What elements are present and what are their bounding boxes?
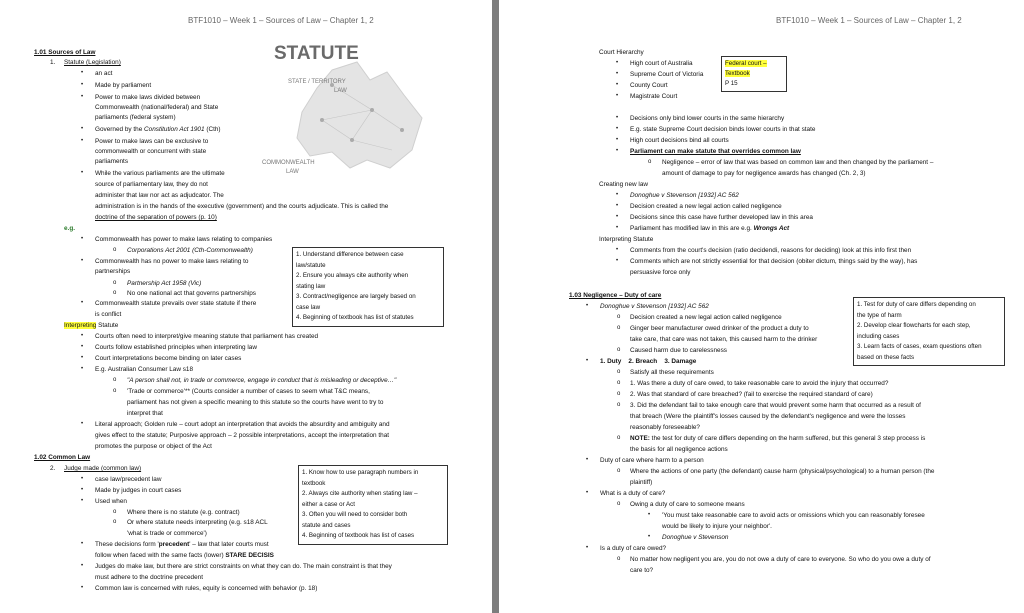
sub-bullet: o <box>113 290 117 296</box>
australia-map-image <box>262 40 430 190</box>
list-item-cont: source of parliamentary law, they do not <box>95 181 208 188</box>
bullet: • <box>616 225 619 231</box>
note-line: 1. Understand difference between case <box>296 251 404 258</box>
list-item-cont: gives effect to the statute; Purposive approach – 2 possible interpretations, accept the interpretation that <box>95 432 390 439</box>
note-line: textbook <box>302 479 326 487</box>
note-line: 4. Beginning of textbook has list of statutes <box>296 314 414 321</box>
subheading-interpreting: Interpreting Statute <box>64 322 119 329</box>
bullet: • <box>81 300 84 306</box>
bullet: • <box>81 585 84 591</box>
sub-bullet: o <box>617 347 621 353</box>
bullet: • <box>81 70 84 76</box>
list-item: County Court <box>630 82 668 89</box>
note-line: 3. Contract/negligence are largely based on <box>296 293 416 300</box>
list-item: What is a duty of care? <box>600 490 666 497</box>
note-line: case law <box>296 303 321 311</box>
note-line: based on these facts <box>857 353 915 361</box>
note-line: stating law <box>296 282 326 290</box>
list-item: Supreme Court of Victoria <box>630 71 704 78</box>
bullet: • <box>81 355 84 361</box>
note-line: Federal court – <box>725 60 767 67</box>
sub-bullet: o <box>113 509 117 515</box>
bullet: • <box>81 487 84 493</box>
sub-item: Partnership Act 1958 (Vic) <box>127 280 202 287</box>
list-item-cont: follow when faced with the same facts (lower) STARE DECISIS <box>95 552 274 559</box>
bullet: • <box>616 203 619 209</box>
bullet: • <box>81 344 84 350</box>
sub-item-cont: 'what is trade or commerce') <box>127 530 207 537</box>
note-box-federal-court <box>721 56 787 92</box>
bullet: • <box>616 115 619 121</box>
bullet: • <box>648 512 651 518</box>
sub-item: Caused harm due to carelessness <box>630 347 727 354</box>
sub-item-cont: care to? <box>630 567 654 574</box>
list-item: Literal approach; Golden rule – court adopt an interpretation that avoids the absurdity and ambiguity and <box>95 421 390 428</box>
sub-item: No one national act that governs partnerships <box>127 290 256 297</box>
bullet: • <box>81 82 84 88</box>
sub-bullet: o <box>617 435 621 441</box>
sub-item: Or where statute needs interpreting (e.g. s18 ACL <box>127 519 268 526</box>
list-number: 2. <box>50 465 56 472</box>
bullet: • <box>586 358 589 364</box>
list-item: E.g. Australian Consumer Law s18 <box>95 366 194 373</box>
list-item: 1. Duty 2. Breach 3. Damage <box>600 358 697 365</box>
list-item: Decisions since this case have further developed law in this area <box>630 214 813 221</box>
sub-item-cont: amount of damage to pay for negligence awards has changed (Ch. 2, 3) <box>662 170 866 177</box>
sub-bullet: o <box>113 247 117 253</box>
sub-bullet: o <box>617 380 621 386</box>
sub-item: 2. Was that standard of care breached? (fail to exercise the required standard of care) <box>630 391 873 398</box>
list-item-cont: must adhere to the doctrine precedent <box>95 574 203 581</box>
left-page <box>0 0 492 613</box>
sub-item: No matter how negligent you are, you do not owe a duty of care to everyone. So who do you owe a duty of <box>630 556 931 563</box>
list-item: case law/precedent law <box>95 476 162 483</box>
sub-sub-item: Donoghue v Stevenson <box>662 534 729 541</box>
list-item: Comments from the court's decision (ratio decidendi, reasons for deciding) look at this info first then <box>630 247 912 254</box>
list-item: Power to make laws divided between <box>95 94 201 101</box>
sub-item: Decision created a new legal action called negligence <box>630 314 782 321</box>
list-item: Parliament has modified law in this are e.g. Wrongs Act <box>630 225 790 232</box>
note-line: including cases <box>857 332 900 340</box>
list-item: Commonwealth has power to make laws relating to companies <box>95 236 273 243</box>
subheading: Court Hierarchy <box>599 49 644 56</box>
bullet: • <box>81 236 84 242</box>
list-number: 1. <box>50 59 56 66</box>
subheading: Judge made (common law) <box>64 465 142 472</box>
note-box-common-law <box>298 465 448 545</box>
list-item: Power to make laws can be exclusive to <box>95 138 209 145</box>
sub-item-cont: take care, that care was not taken, this caused harm to the drinker <box>630 336 818 343</box>
graphic-title: STATUTE <box>274 43 359 64</box>
list-item-cont: promotes the purpose or object of the Act <box>95 443 212 450</box>
note-line: 3. Often you will need to consider both <box>302 511 408 518</box>
bullet: • <box>616 126 619 132</box>
note-line: 4. Beginning of textbook has list of cases <box>302 532 415 539</box>
sub-item: 3. Did the defendant fail to take enough care that would prevent some harm that occurred as a result of <box>630 402 921 409</box>
bullet: • <box>81 541 84 547</box>
sub-item: 'Trade or commerce'** (Courts consider a number of cases to seem what T&C means, <box>127 388 370 395</box>
bullet: • <box>616 71 619 77</box>
sub-item: Ginger beer manufacturer owed drinker of the product a duty to <box>630 325 809 332</box>
list-item: Made by judges in court cases <box>95 487 182 494</box>
sub-item-cont: that breach (Were the plaintiff's losses caused by the defendant's negligence and were the losses <box>630 413 906 420</box>
list-item: E.g. state Supreme Court decision binds lower courts in that state <box>630 126 816 133</box>
note-line: 1. Test for duty of care differs depending on <box>857 301 976 308</box>
list-item: Commonwealth has no power to make laws relating to <box>95 258 249 265</box>
sub-bullet: o <box>617 314 621 320</box>
bullet: • <box>616 258 619 264</box>
bullet: • <box>586 490 589 496</box>
bullet: • <box>648 534 651 540</box>
bullet: • <box>616 93 619 99</box>
list-item: Commonwealth statute prevails over state statute if there <box>95 300 257 307</box>
sub-bullet: o <box>113 377 117 383</box>
note-box-statute <box>292 247 444 327</box>
list-item: Is a duty of care owed? <box>600 545 667 552</box>
bullet: • <box>616 137 619 143</box>
graphic-law-label: LAW <box>334 88 347 94</box>
right-page <box>499 0 1024 613</box>
bullet: • <box>616 82 619 88</box>
sub-bullet: o <box>617 369 621 375</box>
note-line: law/statute <box>296 261 326 269</box>
list-item-cont: is conflict <box>95 311 122 318</box>
sub-bullet: o <box>617 325 621 331</box>
sub-item-cont: parliament has not given a specific meaning to this statute so the courts have went to try to <box>127 399 384 406</box>
list-item: an act <box>95 70 113 77</box>
note-line: 2. Ensure you always cite authority when <box>296 272 409 279</box>
sub-bullet: o <box>617 501 621 507</box>
sub-item-cont: interpret that <box>127 410 163 417</box>
eg-label: e.g. <box>64 225 76 232</box>
note-line: 2. Develop clear flowcharts for each step, <box>857 322 971 329</box>
sub-sub-item: 'You must take reasonable care to avoid acts or omissions which you can reasonably foresee <box>662 512 925 519</box>
sub-bullet: o <box>617 556 621 562</box>
bullet: • <box>616 60 619 66</box>
sub-bullet: o <box>113 519 117 525</box>
note-line: either a case or Act <box>302 500 355 508</box>
list-item: Donoghue v Stevenson [1932] AC 562 <box>600 303 709 310</box>
sub-item: Corporations Act 2001 (Cth-Commonwealth) <box>127 247 253 254</box>
note-line: 2. Always cite authority when stating law – <box>302 490 418 497</box>
bullet: • <box>586 457 589 463</box>
sub-item: Where there is no statute (e.g. contract) <box>127 509 240 516</box>
graphic-commonwealth-label: COMMONWEALTH <box>262 160 315 166</box>
list-item: While the various parliaments are the ultimate <box>95 170 225 177</box>
sub-item: NOTE: the test for duty of care differs depending on the harm suffered, but this general 3 step process is <box>630 435 926 442</box>
list-item: Donoghue v Stevenson [1932] AC 562 <box>630 192 739 199</box>
bullet: • <box>81 126 84 132</box>
list-item-cont: partnerships <box>95 268 131 275</box>
page-header: BTF1010 – Week 1 – Sources of Law – Chapter 1, 2 <box>776 16 962 25</box>
list-item: Made by parliament <box>95 82 152 89</box>
bullet: • <box>81 258 84 264</box>
list-item: Comments which are not strictly essential for that decision (obiter dictum, things said by the way), has <box>630 258 918 265</box>
section-heading: 1.01 Sources of Law <box>34 49 96 56</box>
sub-bullet: o <box>113 280 117 286</box>
bullet: • <box>81 333 84 339</box>
sub-bullet: o <box>617 468 621 474</box>
list-item: These decisions form 'precedent' – law that later courts must <box>95 541 269 548</box>
list-item: Courts follow established principles when interpreting law <box>95 344 257 351</box>
graphic-law-label-2: LAW <box>286 169 299 175</box>
note-line: 3. Learn facts of cases, exam questions often <box>857 343 982 350</box>
list-item-cont: parliaments (federal system) <box>95 114 176 121</box>
note-line: P 15 <box>725 80 738 87</box>
list-item: Magistrate Court <box>630 93 678 100</box>
list-item: High court decisions bind all courts <box>630 137 729 144</box>
page-header: BTF1010 – Week 1 – Sources of Law – Chapter 1, 2 <box>188 16 374 25</box>
list-item-cont: parliaments <box>95 158 129 165</box>
list-item-cont: Commonwealth (national/federal) and State <box>95 104 219 111</box>
list-item: Parliament can make statute that overrides common law <box>630 148 801 155</box>
list-item: Common law is concerned with rules, equity is concerned with behavior (p. 18) <box>95 585 318 592</box>
list-item-cont: administration is in the hands of the executive (government) and the courts adjudicate. This is called the <box>95 203 389 210</box>
note-line: statute and cases <box>302 521 351 529</box>
graphic-state-label: STATE / TERRITORY <box>288 79 346 85</box>
list-item: Judges do make law, but there are strict constraints on what they can do. The main constraint is that they <box>95 563 392 570</box>
bullet: • <box>81 94 84 100</box>
sub-item: Satisfy all these requirements <box>630 369 714 376</box>
list-item-cont: doctrine of the separation of powers (p. 10) <box>95 214 217 221</box>
note-line: Textbook <box>725 70 750 77</box>
bullet: • <box>81 366 84 372</box>
sub-item: Where the actions of one party (the defendant) cause harm (physical/psychological) to a human person (the <box>630 468 935 475</box>
sub-sub-item-cont: would be likely to injure your neighbor'. <box>662 523 772 530</box>
bullet: • <box>616 214 619 220</box>
sub-bullet: o <box>617 402 621 408</box>
bullet: • <box>81 421 84 427</box>
note-line: 1. Know how to use paragraph numbers in <box>302 469 419 476</box>
bullet: • <box>586 545 589 551</box>
sub-item-cont: reasonably foreseeable? <box>630 424 700 431</box>
note-line: the type of harm <box>857 311 902 319</box>
bullet: • <box>586 303 589 309</box>
sub-item: "A person shall not, in trade or commerce, engage in conduct that is misleading or deceptive…" <box>127 377 397 384</box>
bullet: • <box>81 476 84 482</box>
sub-bullet: o <box>648 159 652 165</box>
bullet: • <box>616 247 619 253</box>
list-item: Court interpretations become binding on later cases <box>95 355 242 362</box>
section-heading: 1.03 Negligence – Duty of care <box>569 292 662 299</box>
sub-item-cont: the basis for all negligence actions <box>630 446 728 453</box>
sub-item: 1. Was there a duty of care owed, to take reasonable care to avoid the injury that occurred? <box>630 380 889 387</box>
subheading: Creating new law <box>599 181 649 188</box>
list-item: High court of Australia <box>630 60 693 67</box>
bullet: • <box>81 170 84 176</box>
list-item-cont: commonwealth or concurrent with state <box>95 148 207 155</box>
section-heading: 1.02 Common Law <box>34 454 91 461</box>
bullet: • <box>81 498 84 504</box>
bullet: • <box>616 192 619 198</box>
list-item-cont: persuasive force only <box>630 269 691 276</box>
bullet: • <box>81 563 84 569</box>
list-item: Governed by the Constitution Act 1901 (Cth) <box>95 126 221 133</box>
subheading: Interpreting Statute <box>599 236 654 243</box>
list-item: Courts often need to interpret/give meaning statute that parliament has created <box>95 333 319 340</box>
bullet: • <box>81 138 84 144</box>
bullet: • <box>616 148 619 154</box>
list-item: Used when <box>95 498 127 505</box>
sub-bullet: o <box>617 391 621 397</box>
list-item-cont: administer that law nor act as adjudcator. The <box>95 192 224 199</box>
sub-bullet: o <box>113 388 117 394</box>
list-item: Duty of care where harm to a person <box>600 457 704 464</box>
sub-item: Negligence – error of law that was based on common law and then changed by the parliament – <box>662 159 934 166</box>
sub-item-cont: plaintiff) <box>630 479 653 486</box>
subheading: Statute (Legislation) <box>64 59 121 66</box>
list-item: Decisions only bind lower courts in the same hierarchy <box>630 115 785 122</box>
sub-item: Owing a duty of care to someone means <box>630 501 745 508</box>
note-box-negligence <box>853 297 1005 366</box>
list-item: Decision created a new legal action called negligence <box>630 203 782 210</box>
